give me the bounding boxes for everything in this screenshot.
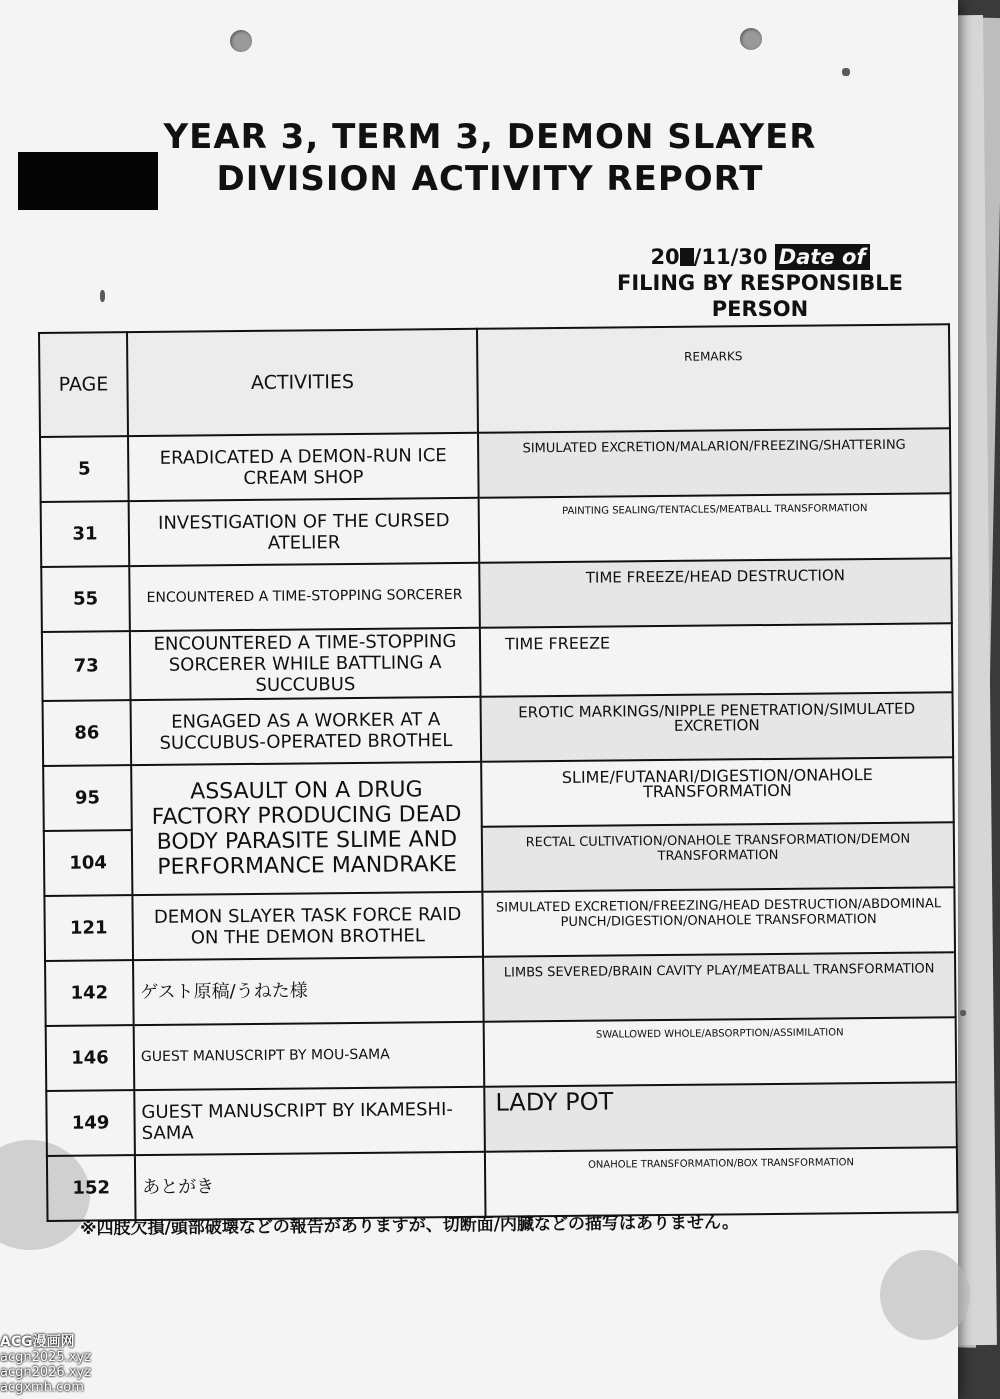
watermark [0, 1335, 190, 1399]
redaction-bar [18, 152, 158, 210]
activity-cell: ENCOUNTERED A TIME-STOPPING SORCERER WHILE BATTLING A SUCCUBUS [130, 628, 481, 700]
activity-cell: DEMON SLAYER TASK FORCE RAID ON THE DEMON BROTHEL [132, 892, 483, 960]
activity-cell: GUEST MANUSCRIPT BY IKAMESHI-SAMA [134, 1087, 485, 1155]
date-redaction [680, 248, 694, 266]
page-cell: 152 [47, 1155, 136, 1221]
date-prefix: 20 [650, 245, 680, 269]
watermark-logo: ACG漫画网 [0, 1334, 75, 1350]
remarks-cell: SWALLOWED WHOLE/ABSORPTION/ASSIMILATION [484, 1017, 957, 1087]
title-line-2: DIVISION ACTIVITY REPORT [216, 159, 764, 199]
remarks-cell: RECTAL CULTIVATION/ONAHOLE TRANSFORMATION/DEMON TRANSFORMATION [482, 822, 955, 892]
filing-info [600, 244, 920, 322]
remarks-cell: SIMULATED EXCRETION/MALARION/FREEZING/SHATTERING [478, 428, 951, 498]
header-activities: ACTIVITIES [127, 329, 478, 436]
filing-date-line [600, 244, 920, 270]
table-row [44, 887, 955, 961]
activity-table [38, 323, 959, 1222]
remarks-cell: LADY POT [484, 1082, 957, 1152]
activity-cell: ENGAGED AS A WORKER AT A SUCCUBUS-OPERATED BROTHEL [131, 697, 482, 765]
date-label: Date of [775, 244, 870, 270]
table-row [40, 428, 951, 502]
activity-cell: ERADICATED A DEMON-RUN ICE CREAM SHOP [128, 433, 479, 501]
title-line-1: YEAR 3, TERM 3, DEMON SLAYER [163, 117, 817, 157]
remarks-cell: ONAHOLE TRANSFORMATION/BOX TRANSFORMATION [485, 1147, 958, 1217]
page-cell: 55 [41, 566, 130, 632]
page-cell: 31 [41, 501, 130, 567]
watermark-line: acgn2025.xyz [0, 1350, 92, 1365]
page-cell: 73 [42, 631, 131, 701]
activity-cell: INVESTIGATION OF THE CURSED ATELIER [129, 498, 480, 566]
header-page: PAGE [39, 332, 128, 437]
page-cell: 104 [44, 830, 133, 896]
table-row [46, 1017, 957, 1091]
filing-line-3: PERSON [711, 297, 809, 321]
page-cell: 5 [40, 436, 129, 502]
ink-speck [100, 290, 105, 302]
table-row [42, 623, 953, 701]
table-row [43, 692, 954, 766]
table-row [43, 757, 954, 831]
date-rest: /11/30 [693, 245, 768, 269]
watermark-line: acgn2026.xyz [0, 1365, 92, 1380]
watermark-line: acgxmh.com [0, 1380, 84, 1395]
footnote: ※四肢欠損/頭部破壊などの報告がありますが、切断面/内臓などの描写はありません。 [79, 1212, 740, 1240]
remarks-cell: PAINTING SEALING/TENTACLES/MEATBALL TRANSFORMATION [479, 493, 952, 563]
remarks-cell: LIMBS SEVERED/BRAIN CAVITY PLAY/MEATBALL TRANSFORMATION [483, 952, 956, 1022]
activity-cell: GUEST MANUSCRIPT BY MOU-SAMA [134, 1022, 485, 1090]
report-title [150, 116, 830, 200]
header-remarks: REMARKS [477, 324, 950, 433]
page-cell: 86 [43, 700, 132, 766]
page-cell: 146 [46, 1025, 135, 1091]
table-row [41, 558, 952, 632]
page-cell: 149 [46, 1090, 135, 1156]
remarks-cell: TIME FREEZE [480, 623, 953, 697]
stain [880, 1250, 970, 1340]
punch-hole [740, 28, 762, 50]
remarks-cell: EROTIC MARKINGS/NIPPLE PENETRATION/SIMULATED EXCRETION [481, 692, 954, 762]
activity-cell: ゲスト原稿/うねた様 [133, 957, 484, 1025]
ink-speck [960, 1010, 966, 1016]
punch-hole [230, 30, 252, 52]
remarks-cell: SLIME/FUTANARI/DIGESTION/ONAHOLE TRANSFORMATION [481, 757, 954, 827]
remarks-cell: TIME FREEZE/HEAD DESTRUCTION [479, 558, 952, 628]
table-row [45, 952, 956, 1026]
filing-line-2: FILING BY RESPONSIBLE [617, 271, 903, 295]
ink-speck [842, 68, 850, 76]
activity-cell: ENCOUNTERED A TIME-STOPPING SORCERER [129, 563, 480, 631]
activity-cell: あとがき [135, 1152, 486, 1220]
remarks-cell: SIMULATED EXCRETION/FREEZING/HEAD DESTRUCTION/ABDOMINAL PUNCH/DIGESTION/ONAHOLE TRANSFORMATION [482, 887, 955, 957]
activity-cell: ASSAULT ON A DRUG FACTORY PRODUCING DEAD BODY PARASITE SLIME AND PERFORMANCE MANDRAKE [131, 762, 482, 895]
table-row [46, 1082, 957, 1156]
page-cell: 95 [43, 765, 132, 831]
page-cell: 121 [44, 895, 133, 961]
table-row [41, 493, 952, 567]
page-cell: 142 [45, 960, 134, 1026]
